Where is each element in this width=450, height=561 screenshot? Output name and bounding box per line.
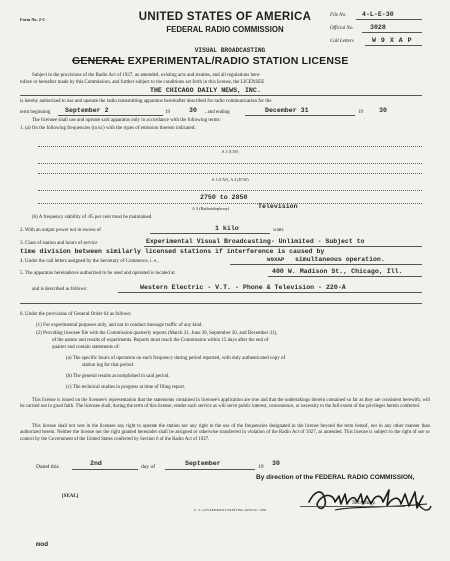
- station-class-2: time division between similarly licensed stations if interference is caused by: [20, 248, 325, 255]
- item-6-b: (b) The general results accomplished in said period.: [66, 374, 170, 379]
- item-2-label: 2. With an output power not in excess of: [20, 228, 101, 233]
- term-begin-line: [58, 115, 163, 116]
- item-6-a-1: (a) The specific hours of operation on each frequency during period reported, with duly authenticated copy of: [66, 356, 286, 361]
- freq-line-3: [38, 173, 422, 174]
- term-year-prefix-2: 19: [358, 110, 363, 115]
- official-no-line: [362, 32, 422, 33]
- freq-line-4: [38, 190, 422, 191]
- freq-line-5: [38, 203, 422, 204]
- apparatus-line-2: [20, 303, 422, 304]
- signature-line: [300, 506, 405, 507]
- licensee-line: [20, 95, 422, 96]
- item-6-2a: (2) Providing licensee file with the Commission quarterly reports (March 31, June 30, September 30, and December 31),: [36, 331, 278, 336]
- watts-label: watts: [273, 228, 284, 233]
- location-line: [268, 276, 422, 277]
- item-1: 1. (a) On the following frequencies (in kc) with the types of emission thereon indicated:: [20, 126, 196, 131]
- day-of-label: day of: [141, 464, 156, 470]
- licensee-name: THE CHICAGO DAILY NEWS, INC.: [150, 87, 261, 94]
- license-type-typed: VISUAL BROADCASTING: [194, 47, 266, 54]
- intro-line-3: is hereby authorized to use and operate the radio transmitting apparatus hereinafter described for radio communication for the: [20, 99, 272, 104]
- document-title: UNITED STATES OF AMERICA: [138, 11, 312, 23]
- item-6-c: (c) The technical studies in progress at time of filing report.: [66, 385, 186, 390]
- station-class-line-1: [144, 246, 422, 247]
- form-number: Form No. 2-C: [20, 17, 46, 22]
- secretary-label: Secretary.: [352, 500, 376, 506]
- term-begin: September 2: [65, 107, 109, 114]
- license-title-struck: GENERAL: [72, 55, 125, 67]
- dated-year: 30: [272, 460, 280, 467]
- term-year-prefix-1: 19: [165, 110, 170, 115]
- call-letters-typed: W9XAP: [267, 256, 285, 263]
- item-3-label: 3. Class of station and hours of service: [20, 241, 98, 246]
- operate-line: The licensee shall use and operate said apparatus only in accordance with the following terms:: [32, 118, 221, 123]
- item-6-2b: of the nature and results of experiments. Reports must reach the Commission within 15 days after the end of: [52, 338, 269, 343]
- printer-imprint: U. S. GOVERNMENT PRINTING OFFICE: 1930: [193, 508, 267, 512]
- dated-month: September: [185, 460, 221, 467]
- freq-line-2: [38, 163, 422, 164]
- a1cw-label: A 1 (CW), A 2 (ICW): [211, 177, 249, 182]
- term-end-line: [245, 115, 355, 116]
- station-class-1: Experimental Visual Broadcasting- Unlimited - Subject to: [146, 238, 365, 245]
- file-no-label: File No.: [330, 13, 347, 18]
- item-6-a-2: station log for that period.: [82, 363, 135, 368]
- term-ending-label: , and ending: [205, 110, 230, 115]
- dated-month-line: [165, 469, 255, 470]
- power-line: [150, 233, 270, 234]
- term-label: term beginning: [20, 110, 51, 115]
- power-value: 1 kilo: [215, 225, 239, 232]
- call-letters-value: W 9 X A P: [372, 37, 413, 44]
- freq-range: 2750 to 2850: [200, 194, 248, 201]
- seal-label: [SEAL]: [62, 494, 79, 499]
- dated-day-line: [72, 469, 138, 470]
- apparatus-description: Western Electric - V.T. - Phone & Television - 220-A: [140, 284, 346, 291]
- dated-day: 2nd: [90, 460, 102, 467]
- freq-line-1: [38, 146, 422, 147]
- described-label: and is described as follows:: [32, 287, 88, 292]
- call-letters-line-4: [230, 264, 422, 265]
- frequency-stability: (b) A frequency stability of .05 per cent must be maintained.: [32, 215, 153, 220]
- vesting-paragraph: This license shall not vest in the licensee any right to operate the station nor any right in the use of the frequencies designated in the license beyond the term hereof, nor in any other manner than authorized herein. Neither the license nor the right granted hereunder shall be assigned or otherwise transferred in violation of the Radio Act of 1927, as amended. This license is subject to the right of use or control by the Government of the United States conferred by Section 6 of the Radio Act of 1927.: [20, 424, 430, 442]
- representation-paragraph: This license is issued on the licensee's representation that the statements contained in licensee's application are true and that the undertakings therein contained so far as they are consistent herewith, will be carried out in good faith. The licensee shall, during the term of this license, render such service as will serve public interest, convenience, or necessity to the full extent of the privileges herein conferred.: [20, 398, 430, 410]
- official-no-label: Official No.: [330, 26, 354, 31]
- term-year-end: 30: [379, 107, 387, 114]
- file-no-line: [356, 19, 422, 20]
- dated-year-prefix: 19: [258, 464, 264, 470]
- item-5-label: 5. The apparatus hereinabove authorized to be used and operated is located at: [20, 271, 175, 276]
- license-title: [72, 55, 349, 67]
- dated-label: Dated this: [36, 464, 59, 470]
- television-emission: Television: [258, 203, 298, 210]
- term-year-begin: 30: [189, 107, 197, 114]
- mod-note: mod: [36, 541, 49, 549]
- intro-line-1: Subject to the provisions of the Radio Act of 1927, as amended, existing acts and treaties, and all regulations here-: [32, 73, 261, 78]
- term-end: December 31: [265, 107, 309, 114]
- item-4-label: 4. Under the call letters assigned by the Secretary of Commerce, i. e.,: [20, 259, 159, 264]
- simultaneous-operation: simultaneous operation.: [295, 256, 385, 263]
- intro-line-2: tofore or hereafter made by this Commission, and further subject to the conditions set forth in this license, the LICENSEE: [20, 80, 265, 85]
- item-6: 6. Under the provisions of General Order 64 as follows:: [20, 312, 132, 317]
- call-letters-label: Call Letters: [330, 39, 354, 44]
- document-subtitle: FEDERAL RADIO COMMISSION: [166, 25, 284, 34]
- apparatus-line: [118, 292, 422, 293]
- license-title-rest: EXPERIMENTAL/RADIO STATION LICENSE: [124, 55, 349, 67]
- station-location: 400 W. Madison St., Chicago, Ill.: [272, 268, 403, 275]
- a3-label: A 3 (Radiotelephony): [192, 206, 230, 211]
- item-6-2c: quarter and contain statements of:: [52, 345, 120, 350]
- file-no-value: 4-L-E-30: [362, 11, 394, 18]
- commission-direction: By direction of the FEDERAL RADIO COMMISSION,: [256, 474, 415, 481]
- call-letters-line: [365, 45, 422, 46]
- item-6-1: (1) For experimental purposes only, and not to conduct message traffic of any kind.: [36, 323, 203, 328]
- a1-label: A 1 (CW): [221, 149, 239, 154]
- official-no-value: 3028: [370, 24, 386, 31]
